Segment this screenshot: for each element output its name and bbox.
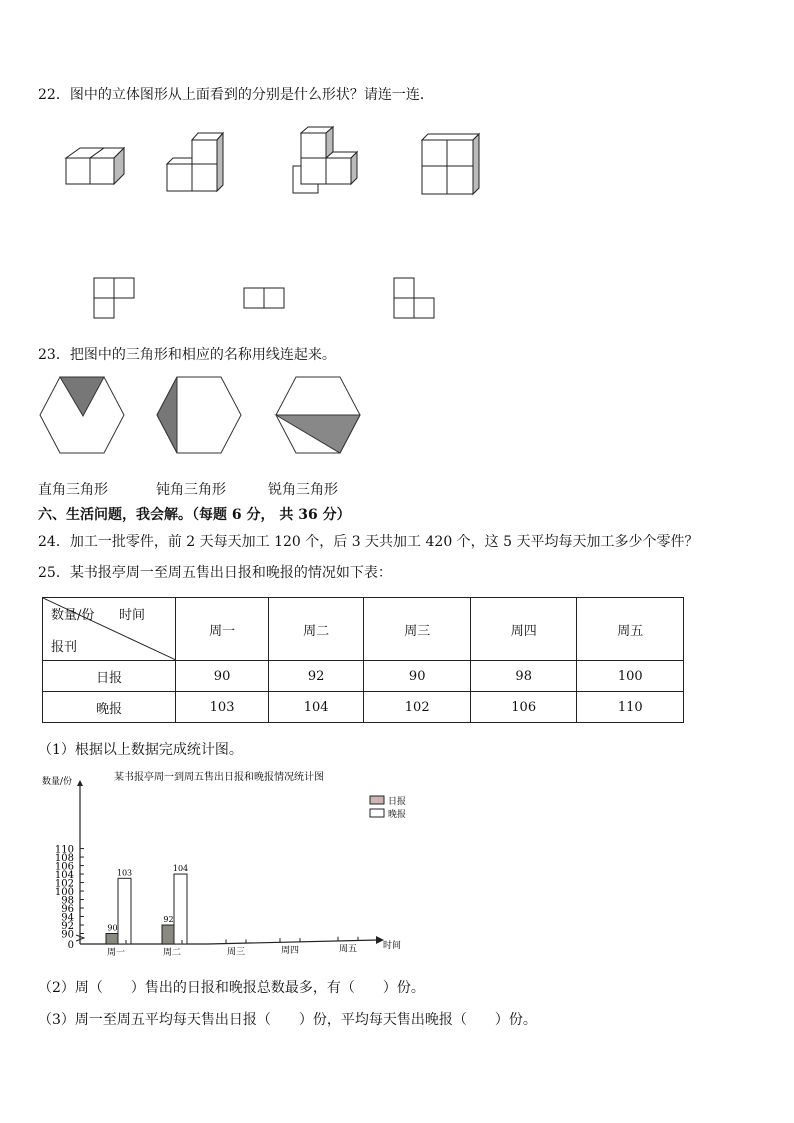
chart-bars — [106, 864, 188, 944]
chart-xlabel: 时间 — [383, 941, 402, 951]
question-23: 23．把图中的三角形和相应的名称用线连起来。 — [38, 347, 336, 363]
chart-ylabel: 数量/份 — [42, 777, 73, 787]
bar-label: 104 — [172, 864, 189, 874]
y-axis-arrow — [77, 780, 83, 786]
table-cell: 104 — [268, 692, 364, 723]
solid-figure-1 — [66, 148, 124, 184]
solid-figure-3 — [293, 127, 357, 193]
x-tick-label: 周二 — [162, 948, 182, 958]
row-label: 晚报 — [43, 692, 176, 723]
table-row — [43, 661, 684, 692]
hexagon-3 — [276, 377, 360, 453]
top-view-3 — [394, 278, 434, 318]
day-header: 周二 — [268, 598, 364, 661]
bar-label: 92 — [163, 915, 174, 925]
triangle-name-right: 直角三角形 — [38, 482, 108, 498]
x-tick-label: 周四 — [280, 946, 300, 957]
bar-label: 103 — [116, 868, 133, 878]
y-tick-label: 94 — [61, 912, 74, 924]
bar — [106, 934, 119, 944]
question-25-part-1: （1）根据以上数据完成统计图。 — [38, 742, 243, 758]
table-cell: 90 — [176, 661, 269, 692]
day-header: 周三 — [364, 598, 471, 661]
chart-title: 某书报亭周一到周五售出日报和晚报情况统计图 — [114, 772, 324, 783]
question-25: 25．某书报亭周一至周五售出日报和晚报的情况如下表： — [38, 565, 392, 581]
day-header: 周一 — [176, 598, 269, 661]
question-22: 22．图中的立体图形从上面看到的分别是什么形状？请连一连． — [38, 87, 434, 103]
y-tick-label: 0 — [67, 940, 74, 951]
solid-figure-2 — [167, 133, 223, 191]
top-view-2 — [244, 288, 284, 308]
x-tick-label: 周三 — [226, 947, 246, 958]
top-view-1 — [94, 278, 134, 318]
legend-label: 日报 — [388, 797, 407, 807]
table-corner-cell — [43, 598, 176, 661]
triangle-name-obtuse: 钝角三角形 — [156, 482, 226, 498]
y-tick-label: 90 — [61, 929, 74, 941]
section-6-title: 六、生活问题，我会解。（每题 6 分， 共 36 分） — [38, 507, 351, 523]
y-tick-label: 108 — [54, 853, 74, 865]
y-tick-label: 92 — [61, 921, 74, 933]
table-cell: 90 — [364, 661, 471, 692]
corner-time: 时间 — [119, 608, 146, 623]
legend-swatch — [370, 796, 384, 804]
y-tick-label: 100 — [54, 887, 74, 899]
y-tick-label: 110 — [54, 844, 74, 856]
day-header: 周四 — [470, 598, 577, 661]
hexagon-1 — [40, 377, 124, 453]
table-header-row — [43, 598, 684, 661]
row-label: 日报 — [43, 661, 176, 692]
table-cell: 100 — [577, 661, 684, 692]
bar — [118, 878, 131, 944]
corner-qty: 数量/份 — [51, 608, 95, 623]
legend-swatch — [370, 809, 384, 817]
question-25-part-3: （3）周一至周五平均每天售出日报（ ）份，平均每天售出晚报（ ）份。 — [38, 1012, 537, 1028]
day-header: 周五 — [577, 598, 684, 661]
y-tick-label: 96 — [61, 904, 74, 916]
table-cell: 102 — [364, 692, 471, 723]
table-cell: 103 — [176, 692, 269, 723]
hexagon-figures — [38, 376, 368, 454]
bar-chart — [38, 766, 418, 966]
top-views — [90, 275, 450, 323]
y-tick-label: 104 — [54, 870, 74, 882]
table-cell: 92 — [268, 661, 364, 692]
bar-label: 90 — [107, 923, 118, 933]
legend-label: 晚报 — [388, 810, 407, 820]
y-tick-label: 98 — [61, 895, 74, 907]
x-tick-label: 周五 — [338, 944, 358, 955]
question-24: 24．加工一批零件，前 2 天每天加工 120 个，后 3 天共加工 420 个，这 5 天平均每天加工多少个零件？ — [38, 534, 699, 550]
solid-figure-4 — [422, 134, 479, 194]
chart-x-ticks — [106, 937, 358, 958]
x-tick-label: 周一 — [106, 948, 126, 958]
table-row — [43, 692, 684, 723]
solid-figures — [55, 120, 505, 205]
hexagon-2 — [157, 377, 241, 453]
y-tick-label: 106 — [54, 861, 74, 873]
corner-paper: 报刊 — [51, 640, 78, 655]
bar — [174, 874, 187, 944]
table-cell: 106 — [470, 692, 577, 723]
table-cell: 110 — [577, 692, 684, 723]
question-25-part-2: （2）周（ ）售出的日报和晚报总数最多，有（ ）份。 — [38, 980, 425, 996]
sales-table — [42, 597, 684, 723]
chart-legend — [370, 795, 406, 820]
y-tick-label: 102 — [54, 878, 74, 890]
table-cell: 98 — [470, 661, 577, 692]
bar — [162, 925, 175, 944]
triangle-name-acute: 锐角三角形 — [268, 482, 338, 498]
